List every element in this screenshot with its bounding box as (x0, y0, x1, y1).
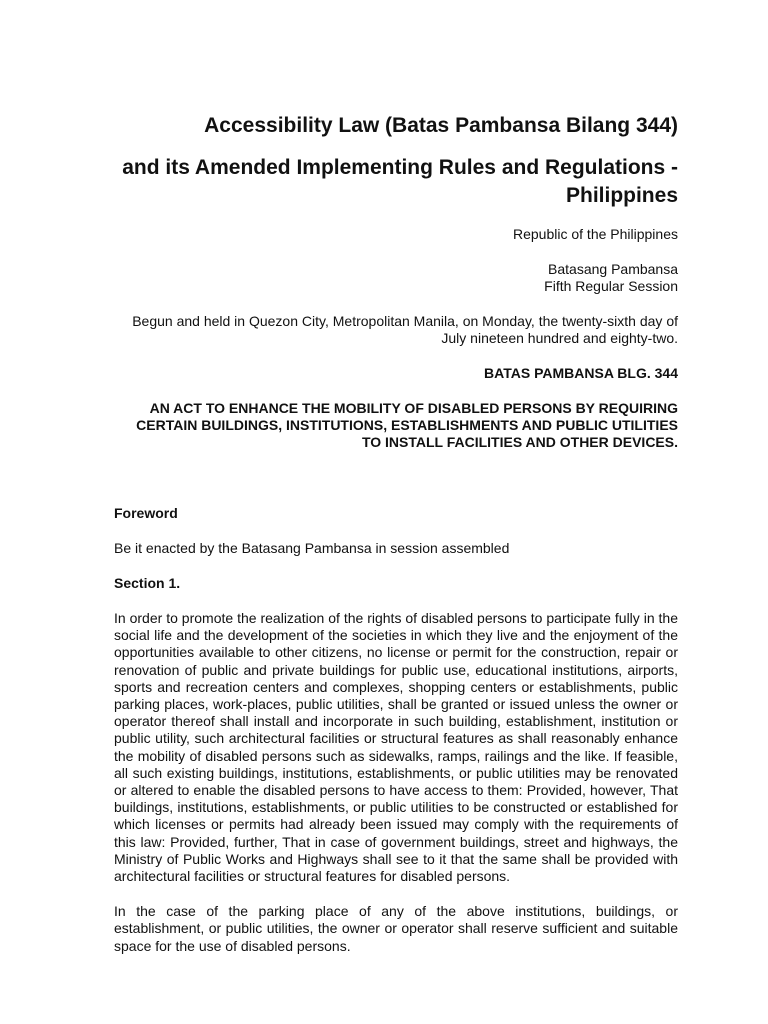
session-date-statement: Begun and held in Quezon City, Metropolitan Manila, on Monday, the twenty-sixth day of July nineteen hundred and eighty-two. (132, 313, 678, 346)
foreword-heading: Foreword (114, 505, 178, 521)
document-page (114, 112, 678, 955)
law-number: BATAS PAMBANSA BLG. 344 (484, 365, 678, 381)
section-1-heading: Section 1. (114, 575, 181, 591)
section-1-paragraph-2: In the case of the parking place of any of the above institutions, buildings, or establishment, or public utilities, the owner or operator shall reserve sufficient and suitable space for the use of disabled persons. (114, 903, 678, 954)
legislature-block (114, 261, 678, 295)
session-name: Fifth Regular Session (544, 278, 678, 294)
section-1-paragraph-1: In order to promote the realization of the rights of disabled persons to participate fully in the social life and the development of the societies in which they live and the enjoyment of the opportunities available to other citizens, no license or permit for the construction, repair or renovation of public and private buildings for public use, educational institutions, airports, sports and recreation centers and complexes, shopping centers or establishments, public parking places, work-places, public utilities, shall be granted or issued unless the owner or operator thereof shall install and incorporate in such building, establishment, institution or public utility, such architectural facilities or structural features as shall reasonably enhance the mobility of disabled persons such as sidewalks, ramps, railings and the like. If feasible, all such existing buildings, institutions, establishments, or public utilities may be renovated or altered to enable the disabled persons to have access to them: Provided, however, That buildings, institutions, establishments, or public utilities to be constructed or established for which licenses or permits had already been issued may comply with the requirements of this law: Provided, further, That in case of government buildings, street and highways, the Ministry of Public Works and Highways shall see to it that the same shall be provided with architectural facilities or structural features for disabled persons. (114, 610, 678, 885)
republic-line: Republic of the Philippines (513, 226, 678, 242)
enacting-clause: Be it enacted by the Batasang Pambansa in session assembled (114, 540, 510, 556)
legislature-name: Batasang Pambansa (548, 261, 678, 277)
act-title: AN ACT TO ENHANCE THE MOBILITY OF DISABLED PERSONS BY REQUIRING CERTAIN BUILDINGS, INSTITUTIONS, ESTABLISHMENTS AND PUBLIC UTILITIES TO INSTALL FACILITIES AND OTHER DEVICES. (136, 400, 678, 450)
document-title: Accessibility Law (Batas Pambansa Bilang 344) (204, 114, 678, 137)
document-subtitle: and its Amended Implementing Rules and Regulations - Philippines (122, 156, 678, 207)
